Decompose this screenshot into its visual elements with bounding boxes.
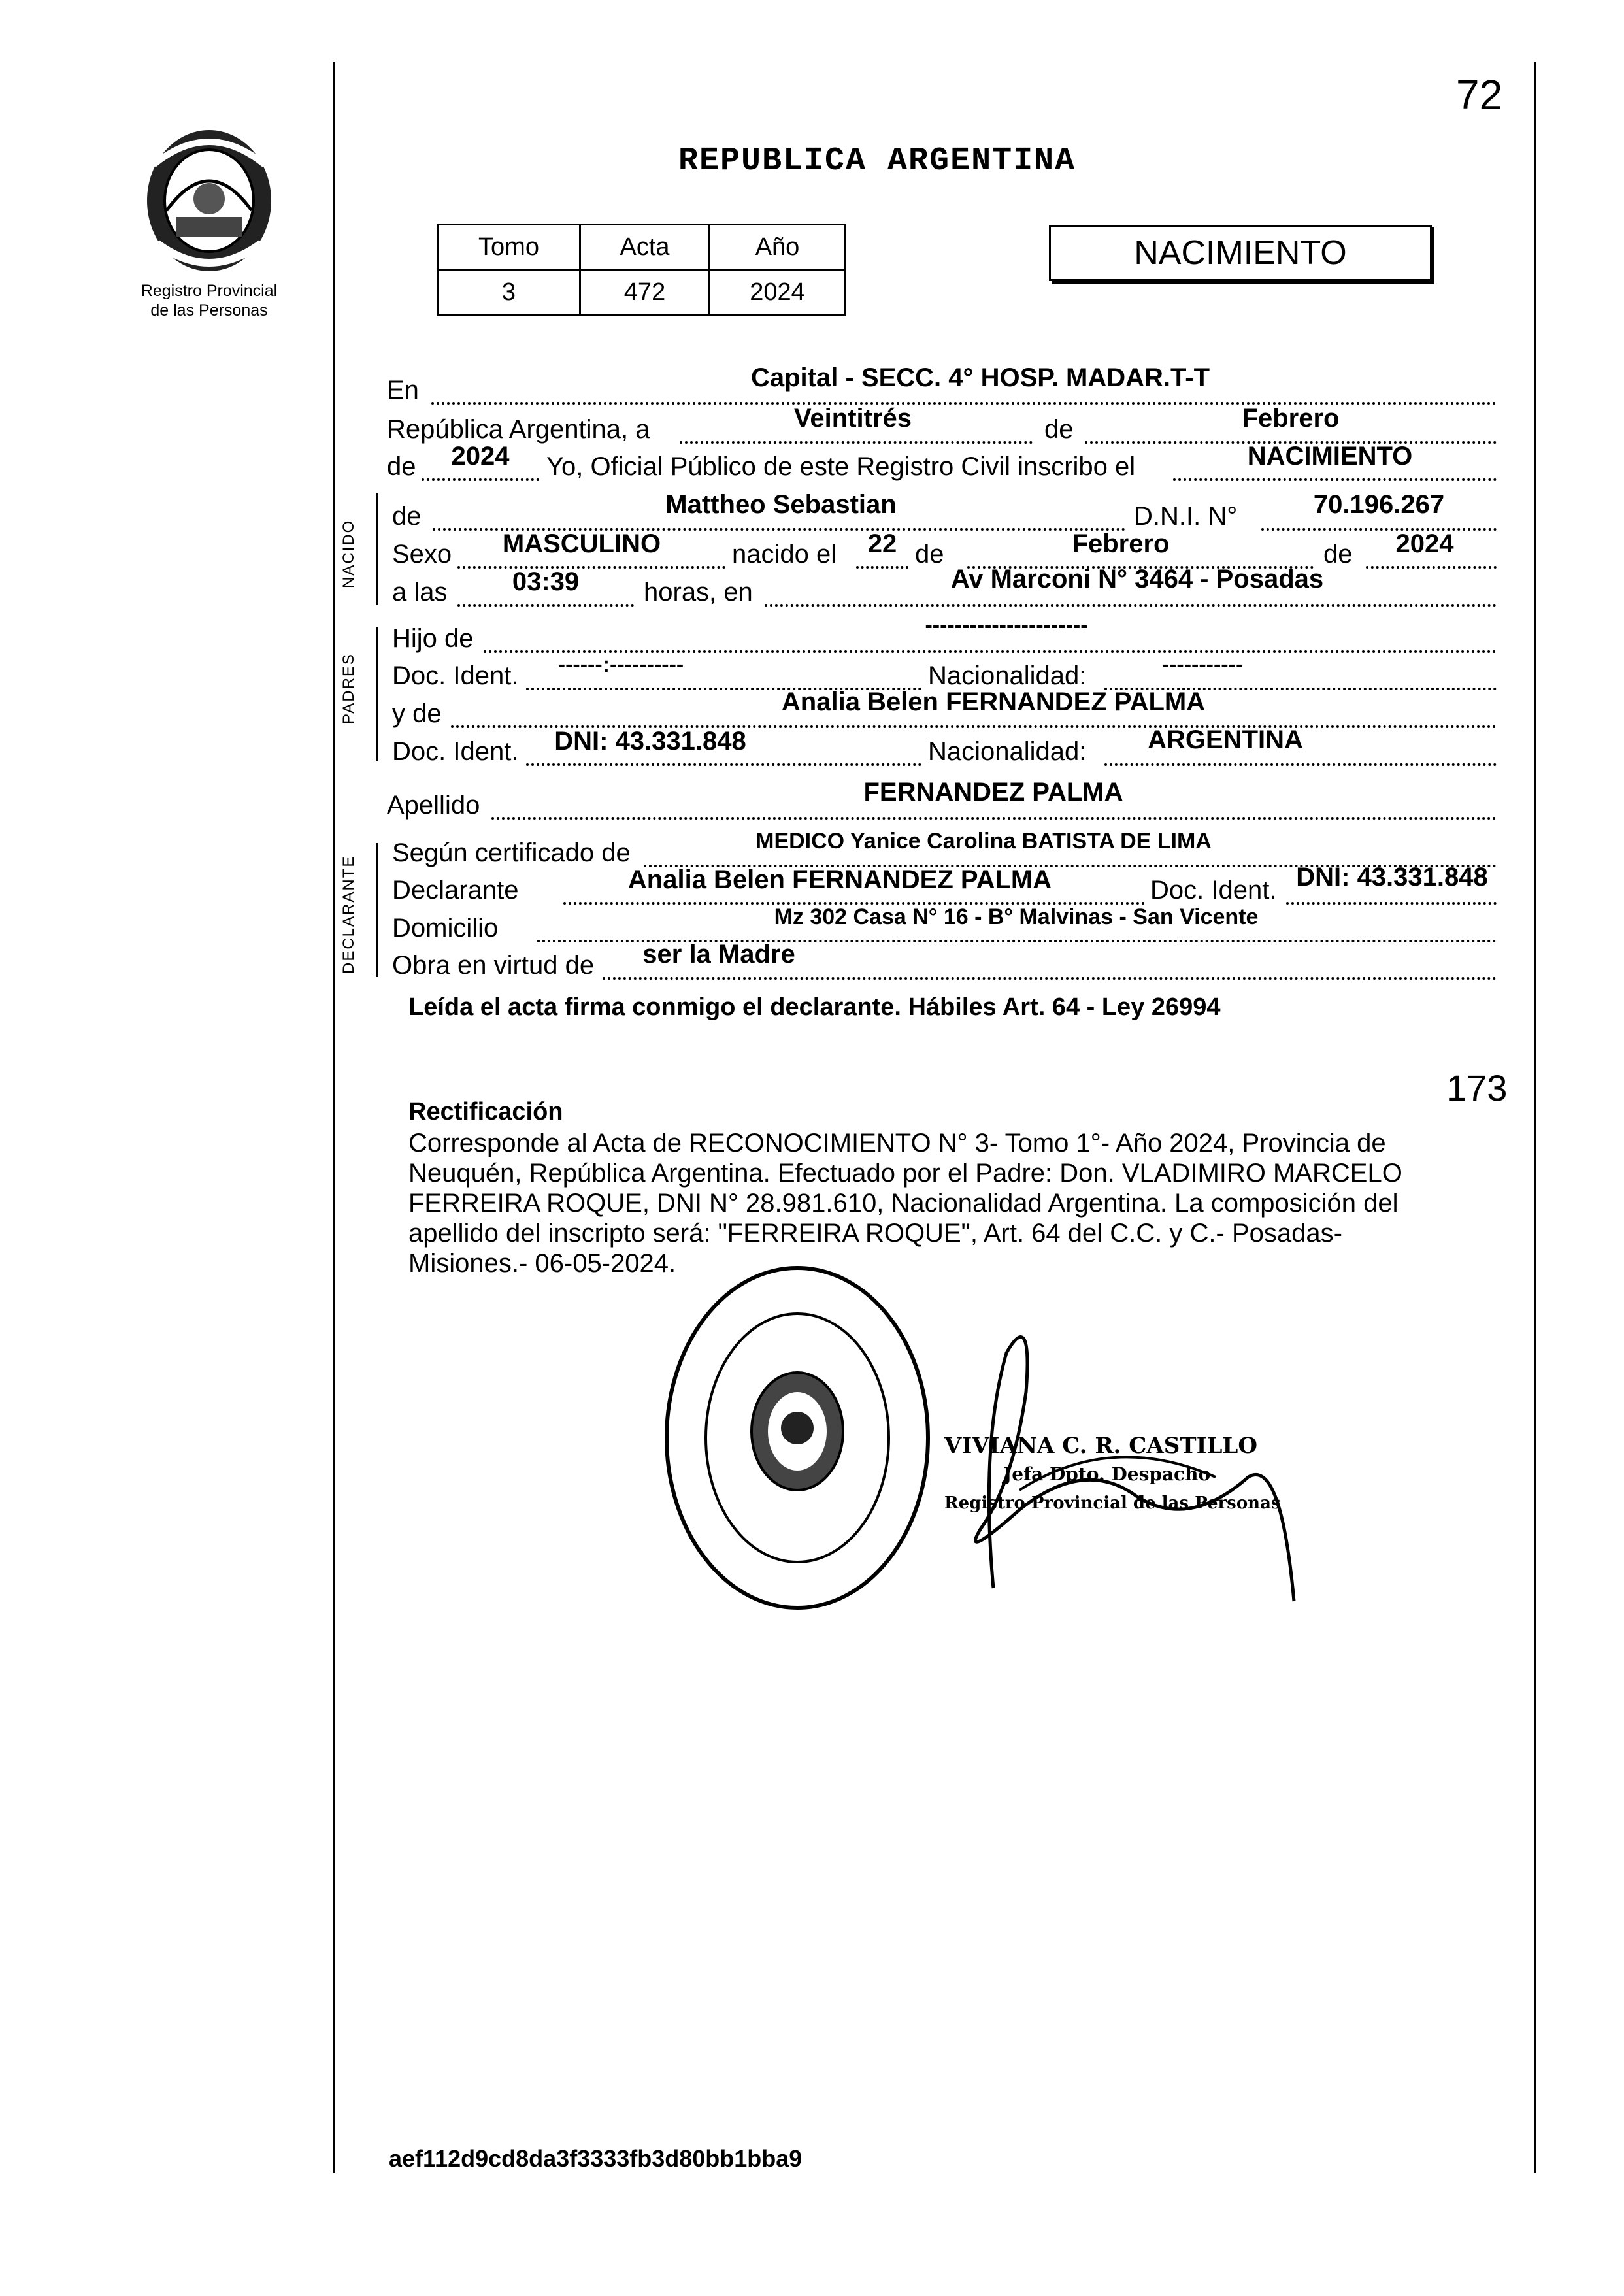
mother-nationality-value: ARGENTINA (1148, 725, 1303, 754)
padres-bracket (376, 627, 378, 761)
father-nationality-value: ----------- (1161, 652, 1244, 677)
a-las-label: a las (392, 578, 448, 607)
nacido-name-value: Mattheo Sebastian (665, 490, 897, 519)
declarante-bracket (376, 843, 378, 977)
time-fill (457, 604, 634, 607)
birth-year-value: 2024 (1395, 529, 1454, 558)
mother-nationality-label: Nacionalidad: (928, 737, 1087, 766)
acta-header: Acta (580, 225, 710, 270)
birth-month-value: Febrero (1072, 529, 1170, 558)
tomo-header: Tomo (438, 225, 580, 270)
father-doc-label: Doc. Ident. (392, 661, 519, 690)
record-table (437, 224, 846, 316)
father-doc-value: ------:---------- (557, 652, 684, 677)
rectificacion-number: 173 (1446, 1067, 1508, 1108)
domicilio-label: Domicilio (392, 914, 499, 942)
dni-fill (1261, 528, 1497, 531)
mother-doc-label: Doc. Ident. (392, 737, 519, 766)
signature-stamp-line3: Registro Provincial de las Personas (944, 1493, 1281, 1513)
rectificacion-title: Rectificación (408, 1098, 563, 1125)
record-kind-value: NACIMIENTO (1247, 442, 1413, 471)
document-hash: aef112d9cd8da3f3333fb3d80bb1bba9 (389, 2145, 803, 2172)
nacido-section-label: NACIDO (340, 519, 357, 588)
official-seal (660, 1261, 935, 1614)
year-value: 2024 (451, 442, 510, 471)
sexo-label: Sexo (392, 540, 452, 569)
republica-fill (680, 441, 1033, 444)
father-nationality-label: Nacionalidad: (928, 661, 1087, 690)
padres-section-label: PADRES (340, 653, 357, 724)
provincial-logo (141, 125, 278, 282)
domicilio-value: Mz 302 Casa N° 16 - B° Malvinas - San Vicente (774, 905, 1259, 929)
anio-header: Año (710, 225, 846, 270)
hijo-de-label: Hijo de (392, 624, 474, 653)
declarante-doc-fill (1286, 902, 1497, 905)
record-type-box: NACIMIENTO (1049, 225, 1432, 281)
certificado-label: Según certificado de (392, 839, 631, 867)
signature-stamp-line1: VIVIANA C. R. CASTILLO (944, 1433, 1257, 1459)
obra-fill (603, 977, 1497, 980)
official-seal-icon (660, 1261, 935, 1614)
nacido-bracket (376, 493, 378, 605)
mother-name-value: Analia Belen FERNANDEZ PALMA (781, 688, 1206, 716)
apellido-label: Apellido (387, 791, 480, 820)
anio-value: 2024 (710, 270, 846, 315)
certificado-value: MEDICO Yanice Carolina BATISTA DE LIMA (755, 829, 1212, 854)
mother-nationality-fill (1104, 763, 1497, 766)
declarante-name-value: Analia Belen FERNANDEZ PALMA (627, 865, 1052, 894)
record-kind-fill (1173, 478, 1497, 481)
closing-note: Leída el acta firma conmigo el declarante. Hábiles Art. 64 - Ley 26994 (408, 993, 1221, 1021)
day-words-value: Veintitrés (793, 404, 912, 433)
declarante-label: Declarante (392, 876, 519, 905)
y-de-label: y de (392, 699, 442, 728)
registry-caption-line1: Registro Provincial (141, 282, 278, 300)
right-margin-line (1534, 62, 1536, 2173)
obra-value: ser la Madre (642, 940, 795, 969)
nacido-el-label: nacido el (732, 540, 837, 569)
address-fill (765, 604, 1497, 607)
signature-stamp (944, 1431, 1281, 1518)
signature-stamp-line2: Jefa Dpto. Despacho (1003, 1463, 1211, 1485)
declarante-section-label: DECLARANTE (340, 855, 357, 974)
year-fill (422, 478, 539, 481)
rectificacion-line-4: apellido del inscripto será: "FERREIRA ROQUE", Art. 64 del C.C. y C.- Posadas- (408, 1219, 1342, 1248)
father-name-value: ---------------------- (925, 613, 1088, 638)
birth-day-value: 22 (867, 529, 897, 558)
coat-of-arms-icon (141, 125, 278, 282)
mother-doc-value: DNI: 43.331.848 (554, 727, 746, 756)
month-value: Febrero (1242, 404, 1340, 433)
left-margin-line (333, 62, 335, 2173)
declarante-doc-label: Doc. Ident. (1150, 876, 1277, 905)
country-title: REPUBLICA ARGENTINA (678, 142, 1076, 180)
rectificacion-line-3: FERREIRA ROQUE, DNI N° 28.981.610, Nacionalidad Argentina. La composición del (408, 1189, 1399, 1218)
nacido-de-label: de (392, 502, 422, 531)
en-label: En (387, 376, 419, 405)
birth-de-label-2: de (1323, 540, 1353, 569)
sexo-value: MASCULINO (502, 529, 661, 558)
sexo-fill (457, 566, 725, 569)
birth-de-label: de (915, 540, 944, 569)
apellido-value: FERNANDEZ PALMA (863, 778, 1123, 807)
declarante-doc-value: DNI: 43.331.848 (1296, 863, 1488, 891)
page-number: 72 (1456, 71, 1503, 118)
rectificacion-body (408, 1128, 1519, 1278)
rectificacion-line-5: Misiones.- 06-05-2024. (408, 1249, 676, 1278)
obra-label: Obra en virtud de (392, 951, 595, 980)
dni-value: 70.196.267 (1313, 490, 1445, 519)
mother-doc-fill (526, 763, 921, 766)
dni-label: D.N.I. N° (1134, 502, 1238, 531)
officer-text: Yo, Oficial Público de este Registro Civil inscribo el (546, 452, 1136, 481)
tomo-value: 3 (438, 270, 580, 315)
horas-en-label: horas, en (644, 578, 753, 607)
rectificacion-line-1: Corresponde al Acta de RECONOCIMIENTO N° 3- Tomo 1°- Año 2024, Provincia de (408, 1129, 1386, 1157)
address-value: Av Marconi N° 3464 - Posadas (950, 565, 1324, 593)
birth-year-fill (1366, 566, 1497, 569)
place-value: Capital - SECC. 4° HOSP. MADAR.T-T (750, 363, 1210, 392)
registry-caption (118, 281, 301, 320)
birth-day-fill (856, 566, 908, 569)
apellido-fill (491, 817, 1497, 820)
acta-value: 472 (580, 270, 710, 315)
year-prefix-label: de (387, 452, 416, 481)
rectificacion-line-2: Neuquén, República Argentina. Efectuado por el Padre: Don. VLADIMIRO MARCELO (408, 1159, 1402, 1188)
republica-label: República Argentina, a (387, 415, 650, 444)
registry-caption-line2: de las Personas (150, 301, 268, 320)
de-label: de (1044, 415, 1074, 444)
time-value: 03:39 (512, 567, 580, 596)
